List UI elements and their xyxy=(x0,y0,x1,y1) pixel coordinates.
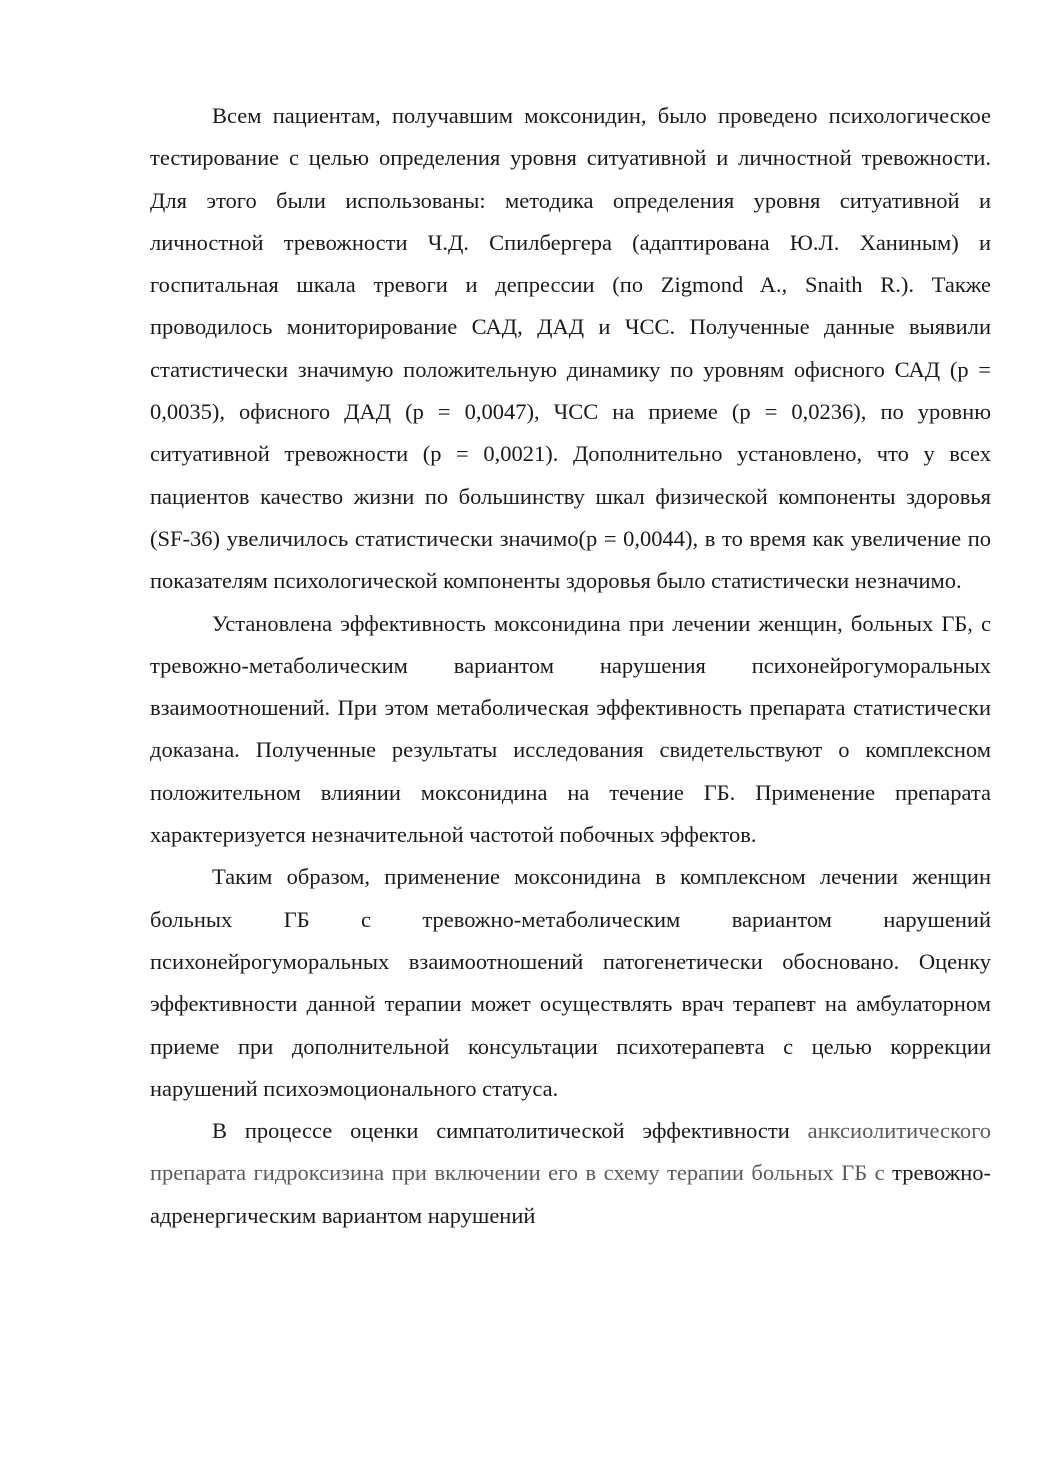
paragraph-conclusion: Таким образом, применение моксонидина в комплексном лечении женщин больных ГБ с тревожно-метаболическим вариантом нарушений психонейрогуморальных взаимоотношений патогенетически обосновано. Оценку эффективности данной терапии может осуществлять врач терапевт на амбулаторном приеме при дополнительной консультации психотерапевта с целью коррекции нарушений психоэмоционального статуса. xyxy=(150,864,991,1101)
hydroxyzine-text-part-3: тревожно-адренергическим вариантом нарушений xyxy=(150,1160,991,1228)
hydroxyzine-text-part-2: анксиолитического препарата гидроксизина при включении его в схему терапии больных ГБ с xyxy=(150,1118,991,1186)
paragraph-moxonidine-efficacy: Установлена эффективность моксонидина при лечении женщин, больных ГБ, с тревожно-метаболическим вариантом нарушения психонейрогуморальных взаимоотношений. При этом метаболическая эффективность препарата статистически доказана. Полученные результаты исследования свидетельствуют о комплексном положительном влиянии моксонидина на течение ГБ. Применение препарата характеризуется незначительной частотой побочных эффектов. xyxy=(150,610,991,848)
hydroxyzine-text-part-1: В процессе оценки симпатолитической эффективности xyxy=(212,1118,808,1144)
paragraph-moxonidine-testing: Всем пациентам, получавшим моксонидин, было проведено психологическое тестирование с целью определения уровня ситуативной и личностной тревожности. Для этого были использованы: методика определения уровня ситуативной и личностной тревожности Ч.Д. Спилбергера (адаптирована Ю.Л. Ханиным) и госпитальная шкала тревоги и депрессии (по Zigmond A., Snaith R.). Также проводилось мониторирование САД, ДАД и ЧСС. Полученные данные выявили статистически значимую положительную динамику по уровням офисного САД (р = 0,0035), офисного ДАД (р = 0,0047), ЧСС на приеме (р = 0,0236), по уровню ситуативной тревожности (р = 0,0021). Дополнительно установлено, что у всех пациентов качество жизни по большинству шкал физической компоненты здоровья (SF-36) увеличилось статистически значимо(р = 0,0044), в то время как увеличение по показателям психологической компоненты здоровья было статистически незначимо. xyxy=(150,103,991,594)
paragraph-hydroxyzine xyxy=(150,1110,991,1237)
document-body xyxy=(150,95,991,1237)
